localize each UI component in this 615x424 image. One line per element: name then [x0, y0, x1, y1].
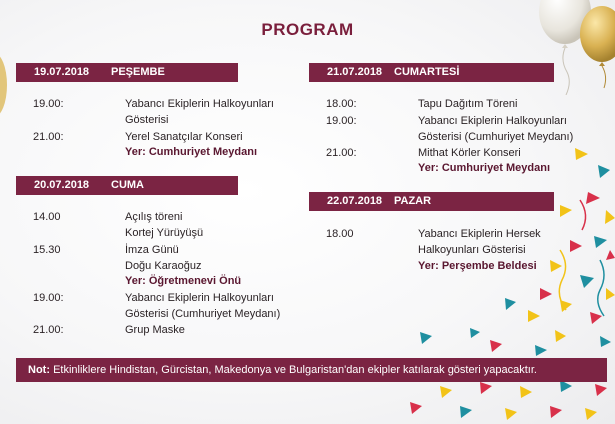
list-item — [33, 291, 303, 321]
list-item — [326, 227, 601, 257]
event-time: 18.00 — [326, 228, 354, 240]
list-item — [326, 97, 601, 112]
event-title: Yabancı Ekiplerin Halkoyunları — [418, 115, 567, 127]
list-item — [326, 146, 601, 161]
day-header-day: PAZAR — [394, 195, 432, 207]
event-title: Tapu Dağıtım Töreni — [418, 98, 518, 110]
day-header-day: PEŞEMBE — [111, 66, 165, 78]
day-header-date: 19.07.2018 — [34, 66, 90, 78]
event-time: 15.30 — [33, 244, 61, 256]
event-time: 19.00: — [33, 292, 64, 304]
event-title: Yabancı Ekiplerin Hersek — [418, 228, 541, 240]
day-header-20-07 — [16, 176, 238, 195]
list-item — [33, 210, 303, 240]
day-header-21-07 — [309, 63, 554, 82]
event-subtitle: Gösterisi (Cumhuriyet Meydanı) — [418, 131, 574, 143]
list-item — [326, 114, 601, 144]
event-title: Açılış töreni — [125, 211, 183, 223]
event-time: 14.00 — [33, 211, 61, 223]
note-text: Etkinliklere Hindistan, Gürcistan, Makedonya ve Bulgaristan'dan ekipler katılarak gösteri yapacaktır. — [53, 364, 537, 376]
event-time: 18.00: — [326, 98, 357, 110]
event-title: Mithat Körler Konseri — [418, 147, 521, 159]
event-subtitle: Halkoyunları Gösterisi — [418, 244, 526, 256]
event-time: 19.00: — [33, 98, 64, 110]
event-subtitle: Doğu Karaoğuz — [125, 260, 202, 272]
day-header-date: 20.07.2018 — [34, 179, 90, 191]
event-time: 19.00: — [326, 115, 357, 127]
list-item — [33, 243, 303, 273]
event-time: 21.00: — [33, 324, 64, 336]
event-time: 21.00: — [33, 131, 64, 143]
event-subtitle: Kortej Yürüyüşü — [125, 227, 204, 239]
day-header-22-07 — [309, 192, 554, 211]
event-title: Yerel Sanatçılar Konseri — [125, 131, 243, 143]
event-location: Yer: Öğretmenevi Önü — [125, 275, 242, 287]
event-title: İmza Günü — [125, 244, 179, 256]
day-header-19-07 — [16, 63, 238, 82]
event-location: Yer: Cumhuriyet Meydanı — [418, 162, 551, 174]
event-title: Yabancı Ekiplerin Halkoyunları — [125, 292, 274, 304]
event-location: Yer: Perşembe Beldesi — [418, 260, 537, 272]
event-location: Yer: Cumhuriyet Meydanı — [125, 146, 258, 158]
page-title: PROGRAM — [261, 20, 354, 39]
day-header-date: 21.07.2018 — [327, 66, 383, 78]
event-title: Yabancı Ekiplerin Halkoyunları — [125, 98, 274, 110]
event-subtitle: Gösterisi — [125, 114, 169, 126]
list-item — [33, 97, 303, 127]
note-banner — [16, 358, 607, 382]
note-label: Not: — [28, 364, 50, 376]
list-item — [33, 323, 303, 338]
day-header-day: CUMA — [111, 179, 144, 191]
day-header-day: CUMARTESİ — [394, 66, 460, 78]
day-header-date: 22.07.2018 — [327, 195, 383, 207]
event-subtitle: Gösterisi (Cumhuriyet Meydanı) — [125, 308, 281, 320]
edge-balloon-decoration — [0, 50, 8, 120]
event-time: 21.00: — [326, 147, 357, 159]
event-title: Grup Maske — [125, 324, 185, 336]
list-item — [33, 130, 303, 145]
